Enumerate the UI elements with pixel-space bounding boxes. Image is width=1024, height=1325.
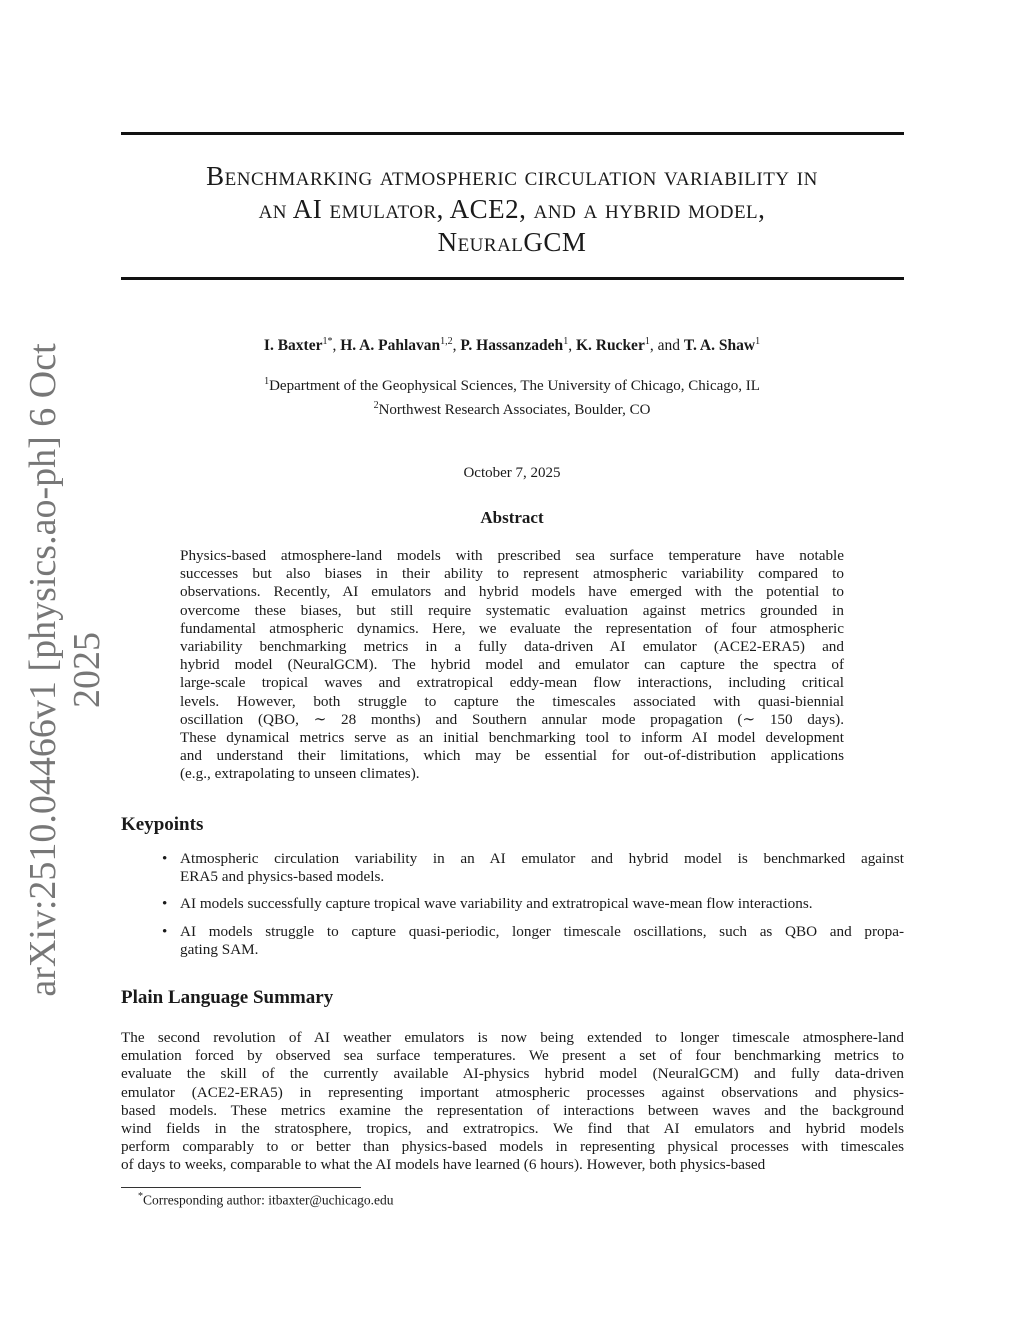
text-line: ERA5 and physics-based models.: [180, 868, 385, 886]
plain-summary-body: [121, 1029, 904, 1175]
text-line: observations. Recently, AI emulators and hybrid models have emerged with the potential to: [180, 583, 844, 601]
keypoints-list: [162, 850, 904, 968]
author-separator: ,: [332, 337, 341, 355]
text-line: gating SAM.: [180, 940, 259, 958]
affiliation: $^2$Northwest Research Associates, Boulder, CO: [373, 400, 651, 418]
text-line: evaluate the skill of the currently available AI-physics hybrid model (NeuralGCM) and fully data-driven: [121, 1065, 904, 1083]
text-line: The second revolution of AI weather emulators is now being extended to longer timescale atmosphere-land: [121, 1029, 904, 1046]
text-line: AI models struggle to capture quasi-periodic, longer timescale oscillations, such as QBO and propa-: [180, 922, 904, 940]
affiliation: $^1$Department of the Geophysical Sciences, The University of Chicago, Chicago, IL: [264, 376, 760, 394]
text-line: Atmospheric circulation variability in an AI emulator and hybrid model is benchmarked against: [180, 850, 904, 867]
keypoint-item: [162, 850, 904, 886]
text-line: overcome these biases, but still require systematic evaluation against metrics grounded in: [180, 601, 844, 619]
author-name: T. A. Shaw: [683, 337, 756, 355]
text-line: emulation forced by observed sea surface temperatures. We present a set of four benchmarking metrics to: [121, 1047, 904, 1065]
keypoints-heading: Keypoints: [121, 814, 204, 835]
text-line: and understand their limitations, which may be essential for out-of-distribution applications: [180, 747, 844, 765]
paper-title: [100, 160, 924, 259]
text-line: levels. However, both struggle to capture the timescales associated with quasi-biennial: [180, 692, 844, 710]
title-top-rule: [121, 132, 904, 135]
author-affiliation-mark: 1*: [322, 336, 333, 347]
affiliations: [0, 372, 1024, 420]
abstract-heading: Abstract: [480, 508, 544, 527]
author-name: I. Baxter: [263, 337, 323, 355]
author-affiliation-mark: 1,2: [440, 336, 453, 347]
title-bottom-rule: [121, 277, 904, 280]
arxiv-identifier: arXiv:2510.04466v1 [physics.ao-ph] 6 Oct 2025: [22, 343, 108, 997]
bullet-icon: •: [162, 850, 168, 867]
title-line: an AI emulator, ACE2, and a hybrid model,: [258, 194, 766, 224]
text-line: successes but also biases in their ability to represent atmospheric variability compared to: [180, 565, 844, 583]
author-separator: ,: [568, 337, 576, 355]
author-affiliation-mark: 1: [644, 336, 650, 347]
text-line: (e.g., extrapolating to unseen climates).: [180, 765, 420, 783]
abstract-body: [180, 547, 844, 783]
date: October 7, 2025: [463, 465, 561, 481]
text-line: based models. These metrics examine the representation of interactions between waves and the background: [121, 1101, 904, 1119]
author-name: K. Rucker: [575, 337, 645, 355]
keypoint-item: [162, 922, 904, 959]
author-separator: , and: [649, 337, 684, 355]
author-separator: ,: [452, 337, 461, 355]
text-line: fundamental atmospheric dynamics. Here, we evaluate the representation of four atmospheric: [180, 619, 844, 637]
keypoint-item: [162, 895, 904, 913]
text-line: emulator (ACE2-ERA5) in representing important atmospheric processes against observations and physics-: [121, 1083, 904, 1101]
text-line: wind fields in the stratosphere, tropics, and extratropics. We find that AI emulators and hybrid models: [121, 1119, 904, 1137]
author-name: P. Hassanzadeh: [460, 337, 564, 355]
text-line: hybrid model (NeuralGCM). The hybrid model and emulator can capture the spectra of: [180, 656, 844, 674]
plain-summary-heading: Plain Language Summary: [121, 987, 334, 1008]
author-name: H. A. Pahlavan: [340, 337, 441, 355]
text-line: AI models successfully capture tropical wave variability and extratropical wave-mean flow interactions.: [180, 895, 813, 913]
bullet-icon: •: [162, 922, 168, 940]
text-line: large-scale tropical waves and extratropical eddy-mean flow interactions, including critical: [180, 674, 844, 692]
text-line: of days to weeks, comparable to what the AI models have learned (6 hours). However, both physics-based: [121, 1156, 766, 1174]
title-line: Benchmarking atmospheric circulation variability in: [206, 161, 818, 191]
author-list: [0, 336, 1024, 355]
text-line: These dynamical metrics serve as an initial benchmarking tool to inform AI model development: [180, 728, 844, 746]
footnote-rule: [121, 1187, 361, 1188]
text-line: Physics-based atmosphere-land models with prescribed sea surface temperature have notable: [180, 547, 844, 564]
text-line: oscillation (QBO, ∼ 28 months) and Southern annular mode propagation (∼ 150 days).: [180, 710, 844, 728]
text-line: perform comparably to or better than physics-based models in representing physical processes with timescales: [121, 1138, 904, 1156]
author-affiliation-mark: 1: [755, 336, 761, 347]
bullet-icon: •: [162, 895, 168, 913]
author-affiliation-mark: 1: [563, 336, 569, 347]
title-line: NeuralGCM: [437, 227, 587, 257]
footnote: *Corresponding author: itbaxter@uchicago.edu: [138, 1191, 394, 1208]
text-line: variability benchmarking metrics in a fully data-driven AI emulator (ACE2-ERA5) and: [180, 637, 844, 655]
